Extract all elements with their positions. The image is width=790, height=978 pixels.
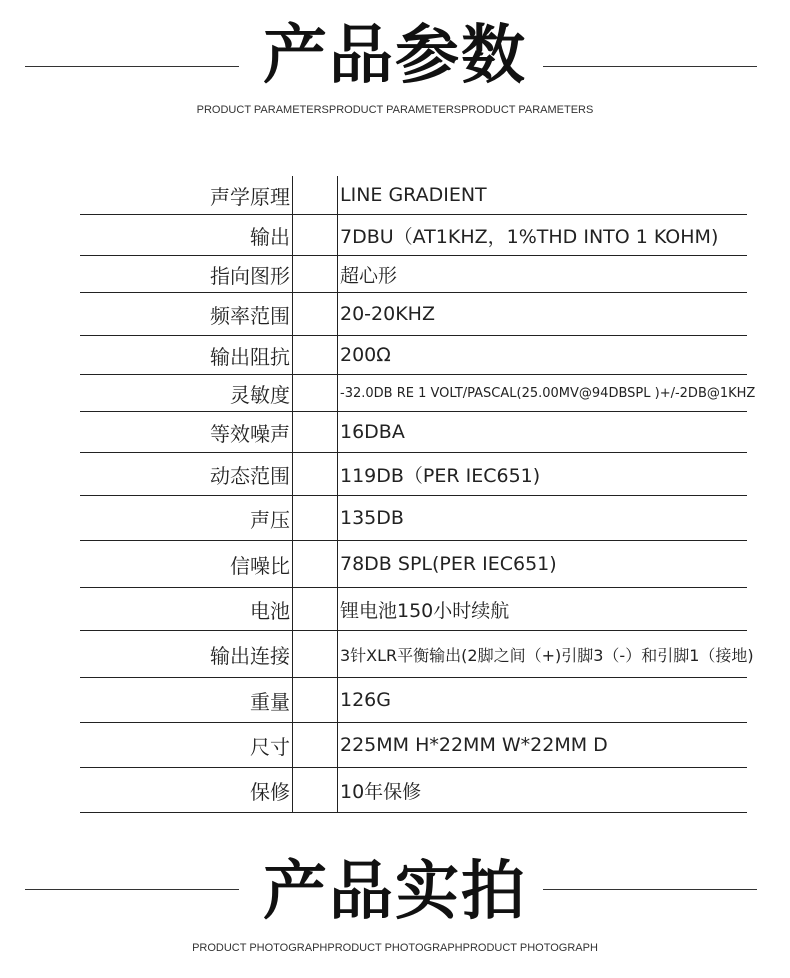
column-divider [337,631,338,677]
param-label: 指向图形 [210,263,290,288]
table-row [80,256,747,293]
param-label: 信噪比 [230,553,290,578]
param-value: 126G [340,689,391,711]
param-value: 119DB（PER IEC651) [340,464,541,487]
column-divider [292,176,293,214]
param-value: 78DB SPL(PER IEC651) [340,553,557,575]
param-label: 输出 [250,224,290,249]
column-divider [337,678,338,722]
column-divider [337,768,338,812]
column-divider [337,496,338,540]
param-label: 频率范围 [210,303,290,328]
param-label: 尺寸 [250,734,290,759]
section-title-parameters: 产品参数 [263,19,527,93]
column-divider [292,541,293,587]
param-value: LINE GRADIENT [340,184,487,206]
param-label: 动态范围 [210,463,290,488]
table-row [80,293,747,336]
section-title-photos: 产品实拍 [263,855,527,929]
table-row [80,375,756,412]
column-divider [337,256,338,292]
table-row [80,336,747,375]
column-divider [292,768,293,812]
header-rule-right-2 [543,889,757,890]
table-row [80,215,747,256]
table-row [80,496,747,541]
table-row [80,412,747,453]
param-label: 声压 [250,507,290,532]
table-row [80,541,747,588]
section-subtitle-parameters: PRODUCT PARAMETERSPRODUCT PARAMETERSPRODUCT PARAMETERS [196,104,594,116]
table-row [80,453,747,496]
param-label: 输出连接 [210,643,290,668]
column-divider [337,336,338,374]
column-divider [292,375,293,411]
column-divider [292,336,293,374]
column-divider [337,215,338,255]
table-row [80,176,747,215]
column-divider [337,375,338,411]
param-value: 7DBU（AT1KHZ，1%THD INTO 1 KOHM) [340,225,719,248]
param-label: 声学原理 [210,184,290,209]
column-divider [337,412,338,452]
column-divider [292,496,293,540]
param-label: 重量 [250,689,290,714]
table-row [80,768,747,813]
table-row [80,723,747,768]
column-divider [292,412,293,452]
param-label: 灵敏度 [230,382,290,407]
column-divider [337,723,338,767]
param-value: 3针XLR平衡输出(2脚之间（+)引脚3（-）和引脚1（接地) [340,645,754,665]
column-divider [292,256,293,292]
column-divider [337,176,338,214]
column-divider [292,453,293,495]
table-row [80,631,754,678]
param-value: 20-20KHZ [340,303,435,325]
param-value: 135DB [340,507,404,529]
table-row [80,588,747,631]
section-subtitle-photos: PRODUCT PHOTOGRAPHPRODUCT PHOTOGRAPHPRODUCT PHOTOGRAPH [192,942,598,954]
parameter-table [80,176,756,813]
column-divider [337,453,338,495]
param-value: 锂电池150小时续航 [340,599,510,622]
column-divider [337,588,338,630]
param-value: 200Ω [340,344,391,366]
param-value: 10年保修 [340,780,422,803]
column-divider [337,541,338,587]
param-value: 16DBA [340,421,405,443]
column-divider [337,293,338,335]
param-label: 等效噪声 [210,421,290,446]
param-value: -32.0DB RE 1 VOLT/PASCAL(25.00MV@94DBSPL )+/-2DB@1KHZ [340,385,756,401]
param-label: 保修 [250,779,290,804]
column-divider [292,678,293,722]
column-divider [292,293,293,335]
column-divider [292,723,293,767]
column-divider [292,215,293,255]
param-label: 输出阻抗 [210,344,290,369]
param-value: 超心形 [340,264,398,287]
table-row [80,678,747,723]
column-divider [292,588,293,630]
column-divider [292,631,293,677]
header-rule-right [543,66,757,67]
param-label: 电池 [250,598,290,623]
param-value: 225MM H*22MM W*22MM D [340,734,608,756]
